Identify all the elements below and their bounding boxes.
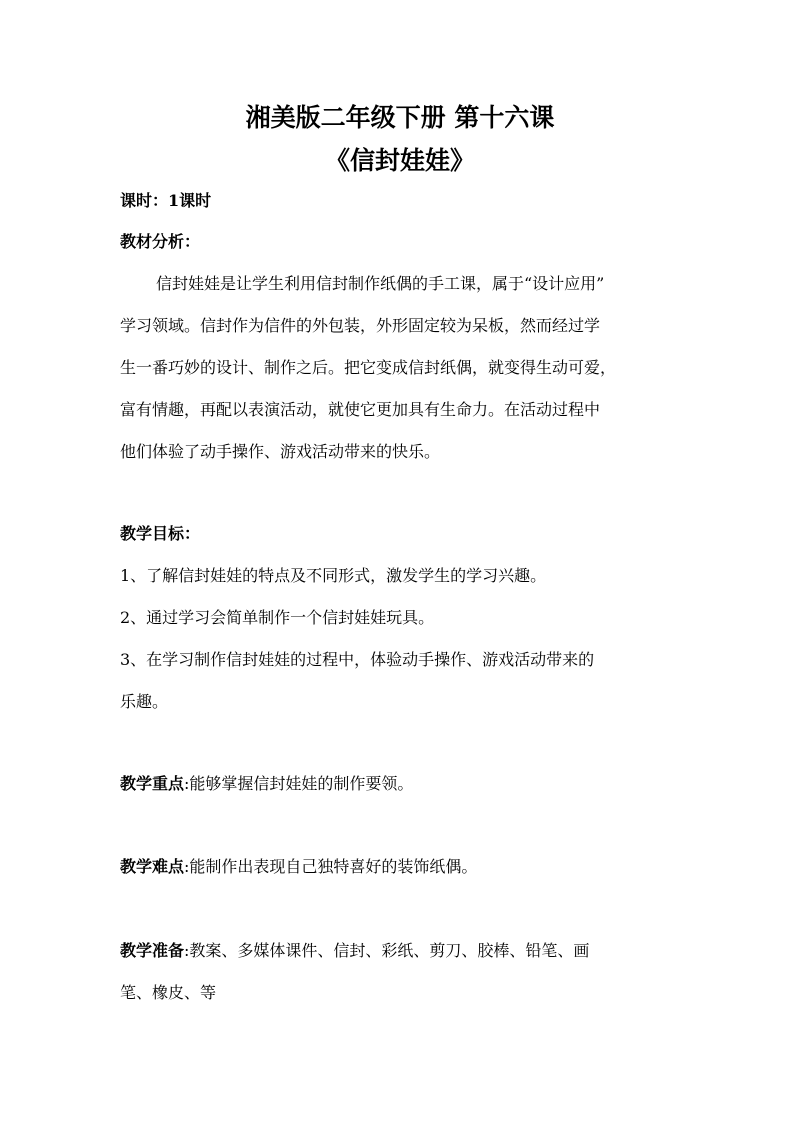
preparation-text: :教案、多媒体课件、信封、彩纸、剪刀、胶棒、铅笔、画	[184, 941, 590, 960]
class-hours-label: 课时：	[120, 191, 169, 210]
difficulty-line	[120, 856, 680, 878]
key-point-text: :能够掌握信封娃娃的制作要领。	[184, 774, 414, 793]
key-point-line	[120, 773, 680, 795]
objective-item: 1、了解信封娃娃的特点及不同形式，激发学生的学习兴趣。	[120, 566, 547, 585]
objective-item: 2、通过学习会简单制作一个信封娃娃玩具。	[120, 608, 435, 627]
difficulty-label: 教学难点	[120, 857, 185, 876]
class-hours-line	[120, 190, 680, 212]
analysis-line: 生一番巧妙的设计、制作之后。把它变成信封纸偶，就变得生动可爱，	[120, 358, 617, 377]
class-hours-value: 1课时	[168, 191, 212, 210]
difficulty-text: :能制作出表现自己独特喜好的装饰纸偶。	[184, 857, 478, 876]
preparation-label: 教学准备	[120, 941, 185, 960]
analysis-line: 他们体验了动手操作、游戏活动带来的快乐。	[120, 442, 441, 461]
analysis-line: 富有情趣，再配以表演活动，就使它更加具有生命力。在活动过程中	[120, 400, 601, 419]
preparation-line	[120, 940, 680, 962]
analysis-heading: 教材分析：	[120, 232, 201, 251]
preparation-line-continued: 笔、橡皮、等	[120, 983, 217, 1002]
analysis-line: 学习领域。信封作为信件的外包装，外形固定较为呆板，然而经过学	[120, 316, 601, 335]
objective-item: 乐趣。	[120, 692, 169, 711]
key-point-label: 教学重点	[120, 774, 185, 793]
document-subtitle: 《信封娃娃》	[324, 146, 475, 175]
analysis-line: 信封娃娃是让学生利用信封制作纸偶的手工课，属于“设计应用”	[156, 274, 605, 293]
objectives-heading: 教学目标：	[120, 524, 201, 543]
objective-item: 3、在学习制作信封娃娃的过程中，体验动手操作、游戏活动带来的	[120, 650, 595, 669]
document-title: 湘美版二年级下册 第十六课	[245, 103, 555, 132]
